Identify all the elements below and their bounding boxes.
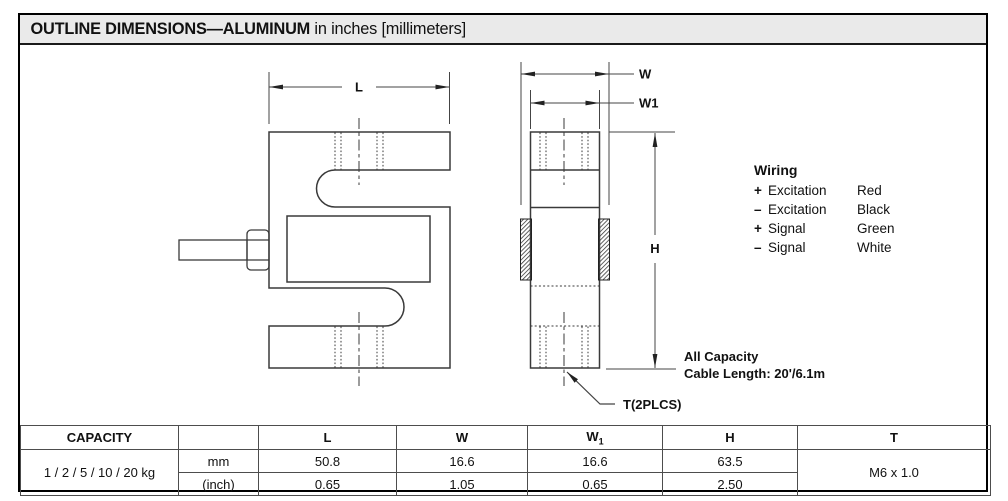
header-w1-main: W	[586, 428, 599, 444]
cell-w-mm: 16.6	[397, 450, 528, 473]
header-w: W	[397, 426, 528, 450]
wiring-sign: +	[754, 183, 762, 198]
wiring-row	[754, 238, 895, 257]
header-l: L	[259, 426, 397, 450]
wiring-row	[754, 200, 895, 219]
note-line1: All Capacity	[684, 349, 759, 364]
cell-l-mm: 50.8	[259, 450, 397, 473]
table-header-row	[21, 426, 991, 450]
side-hatched-plate-left	[521, 219, 532, 280]
dimension-w	[521, 62, 652, 205]
dim-label-w1: W1	[639, 95, 659, 111]
header-t: T	[798, 426, 991, 450]
cable-gland-hex	[247, 230, 269, 270]
cell-t: M6 x 1.0	[798, 450, 991, 496]
dimension-w1	[531, 90, 659, 129]
cell-h-inch: 2.50	[663, 473, 798, 496]
wiring-name: Excitation	[768, 183, 827, 198]
header-unit	[179, 426, 259, 450]
front-view	[179, 118, 450, 386]
header-h: H	[663, 426, 798, 450]
wiring-row	[754, 219, 895, 238]
wiring-name: Signal	[768, 240, 806, 255]
cell-h-mm: 63.5	[663, 450, 798, 473]
wiring-color: Red	[857, 183, 882, 198]
section-title-main: OUTLINE DIMENSIONS—ALUMINUM	[30, 19, 311, 38]
dimension-h	[606, 132, 676, 369]
section-title-bar	[20, 15, 986, 45]
wiring-row	[754, 181, 895, 200]
dim-label-l: L	[355, 79, 363, 95]
wiring-sign: –	[754, 240, 762, 255]
side-view	[521, 118, 610, 386]
wiring-sign: +	[754, 221, 762, 236]
wiring-title: Wiring	[754, 162, 798, 178]
section-title-units: in inches [millimeters]	[310, 19, 466, 38]
wiring-name: Signal	[768, 221, 806, 236]
cell-l-inch: 0.65	[259, 473, 397, 496]
wiring-sign: –	[754, 202, 762, 217]
wiring-color: White	[857, 240, 892, 255]
dim-label-w: W	[639, 66, 652, 82]
cell-unit: mm	[179, 450, 259, 473]
note-line2: Cable Length: 20'/6.1m	[684, 366, 826, 381]
section-title	[20, 19, 466, 39]
wiring-color: Green	[857, 221, 895, 236]
cable	[179, 240, 247, 260]
header-capacity: CAPACITY	[21, 426, 179, 450]
header-w1-sub: 1	[598, 436, 604, 447]
cable-length-note	[684, 348, 825, 382]
side-hidden-lines	[531, 286, 600, 326]
front-label-recess	[287, 216, 430, 282]
dim-label-t: T(2PLCS)	[623, 397, 682, 412]
side-outline	[531, 132, 600, 368]
datasheet-panel	[18, 13, 988, 492]
cell-w1-mm: 16.6	[528, 450, 663, 473]
wiring-color: Black	[857, 202, 891, 217]
dimension-t-leader	[567, 372, 682, 412]
header-w1	[528, 426, 663, 450]
drawing-area	[20, 45, 990, 425]
side-hatched-plate-right	[599, 219, 610, 280]
dim-label-h: H	[650, 241, 660, 256]
wiring-legend	[754, 161, 895, 257]
table-row-mm	[21, 450, 991, 473]
cell-w1-inch: 0.65	[528, 473, 663, 496]
wiring-name: Excitation	[768, 202, 827, 217]
cell-capacity: 1 / 2 / 5 / 10 / 20 kg	[21, 450, 179, 496]
dimensions-table	[20, 425, 991, 496]
dimension-l	[269, 72, 450, 124]
cell-unit: (inch)	[179, 473, 259, 496]
cell-w-inch: 1.05	[397, 473, 528, 496]
